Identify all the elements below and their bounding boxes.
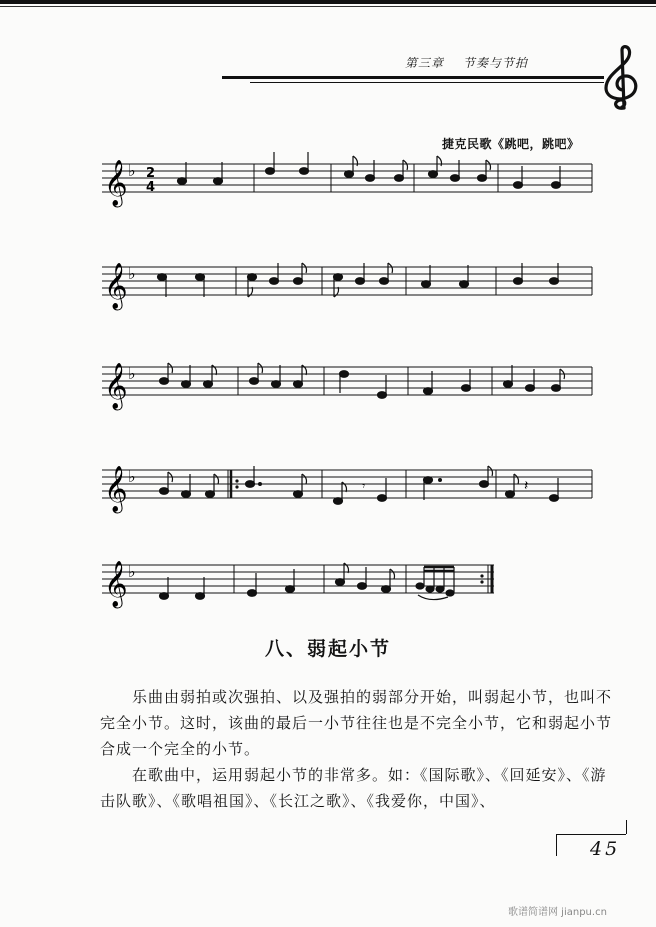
notes-line-1 <box>178 152 561 188</box>
chapter-title: 节奏与节拍 <box>462 56 528 70</box>
svg-text:𝄾: 𝄾 <box>362 479 366 493</box>
page-number-frame-left <box>556 834 557 856</box>
music-staff-3 <box>100 353 600 413</box>
page-number-frame-top <box>556 834 626 835</box>
top-border <box>0 0 656 4</box>
body-paragraph-2: 在歌曲中，运用弱起小节的非常多。如：《国际歌》、《回延安》、《游击队歌》、《歌唱祖国》、《长江之歌》、《我爱你，中国》、 <box>100 766 607 810</box>
flat-icon: ♭ <box>128 364 136 383</box>
svg-text:𝄽: 𝄽 <box>524 478 529 494</box>
top-border-thin <box>0 6 656 7</box>
treble-clef-icon: 𝄞 <box>104 160 128 206</box>
flat-icon: ♭ <box>128 562 136 581</box>
treble-clef-icon: 𝄞 <box>104 466 128 512</box>
notes-line-4 <box>160 466 559 504</box>
page-number: 45 <box>590 838 621 860</box>
treble-clef-icon: 𝄞 <box>104 561 128 607</box>
body-paragraph-1: 乐曲由弱拍或次强拍、以及强拍的弱部分开始，叫弱起小节，也叫不完全小节。这时，该曲的最后一小节往往也是不完全小节，它和弱起小节合成一个完全的小节。 <box>100 688 613 758</box>
music-staff-5 <box>100 551 600 611</box>
notes-line-2 <box>158 263 559 297</box>
music-staff-4 <box>100 456 600 516</box>
header-rule <box>222 76 604 79</box>
flat-icon: ♭ <box>128 264 136 283</box>
music-staff-1 <box>100 150 600 210</box>
music-staff-2 <box>100 253 600 313</box>
flat-icon: ♭ <box>128 161 136 180</box>
watermark: 歌谱简谱网 jianpu.cn <box>508 907 607 918</box>
treble-clef-icon <box>598 44 646 114</box>
treble-clef-icon: 𝄞 <box>104 363 128 409</box>
page-number-frame-right <box>626 820 627 834</box>
time-signature-top: 2 <box>146 166 156 181</box>
flat-icon: ♭ <box>128 467 136 486</box>
chapter-header <box>405 54 542 71</box>
chapter-label: 第三章 <box>405 56 445 70</box>
notes-line-5 <box>160 563 455 600</box>
section-heading: 八、弱起小节 <box>264 638 391 660</box>
song-title: 捷克民歌《跳吧，跳吧》 <box>442 137 580 151</box>
treble-clef-icon: 𝄞 <box>104 263 128 309</box>
time-signature-bottom: 4 <box>146 180 156 195</box>
header-rule-thin <box>250 82 604 83</box>
